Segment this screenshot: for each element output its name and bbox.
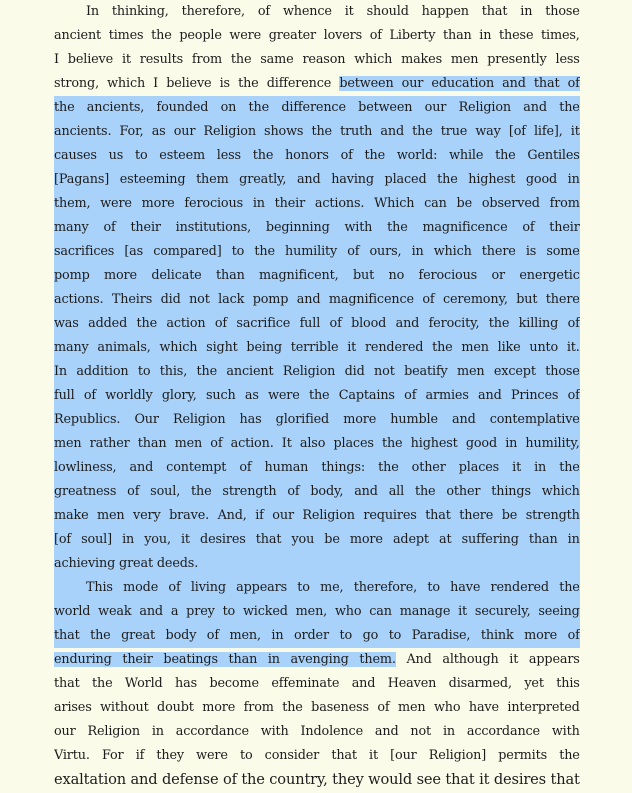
highlighted-text[interactable]: many of their institutions, beginning with the magnificence of their [54, 220, 580, 235]
highlighted-text[interactable]: sacrifices [as compared] to the humility of ours, in which there is some [54, 244, 580, 259]
text-line [54, 264, 580, 288]
text-line [54, 576, 580, 600]
text-line [54, 0, 580, 24]
text-line [54, 504, 580, 528]
text-body[interactable] [54, 0, 580, 792]
highlighted-text[interactable]: make men very brave. And, if our Religion requires that there be strength [54, 508, 580, 523]
highlighted-text[interactable]: This mode of living appears to me, therefore, to have rendered the [86, 580, 580, 595]
line-text: exaltation and defense of the country, they would see that it desires that [54, 771, 580, 788]
line-text: ancient times the people were greater lovers of Liberty than in these times, [54, 28, 580, 43]
line-text: In thinking, therefore, of whence it should happen that in those [86, 4, 580, 19]
text-line [54, 624, 580, 648]
text-line [54, 288, 580, 312]
text-line [54, 72, 580, 96]
text-line [54, 696, 580, 720]
text-line [54, 312, 580, 336]
text-line [54, 672, 580, 696]
text-line [54, 768, 580, 792]
text-line [54, 120, 580, 144]
text-line [54, 528, 580, 552]
highlighted-text[interactable]: world weak and a prey to wicked men, who can manage it securely, seeing [54, 604, 580, 619]
highlighted-text[interactable]: the ancients, founded on the difference between our Religion and the [54, 100, 580, 115]
highlighted-text[interactable]: pomp more delicate than magnificent, but no ferocious or energetic [54, 268, 580, 283]
text-line [54, 720, 580, 744]
highlighted-text[interactable]: In addition to this, the ancient Religion did not beatify men except those [54, 364, 580, 379]
text-line [54, 480, 580, 504]
line-text: that the World has become effeminate and Heaven disarmed, yet this [54, 676, 580, 691]
highlighted-text[interactable]: [of soul] in you, it desires that you be more adept at suffering than in [54, 532, 580, 547]
highlighted-text[interactable]: ancients. For, as our Religion shows the truth and the true way [of life], it [54, 124, 580, 139]
highlighted-text[interactable]: achieving great deeds. [54, 556, 199, 571]
text-line [54, 408, 580, 432]
line-text: Virtu. For if they were to consider that it [our Religion] permits the [54, 748, 580, 763]
text-line [54, 96, 580, 120]
highlighted-text[interactable]: many animals, which sight being terrible it rendered the men like unto it. [54, 340, 580, 355]
text-line [54, 384, 580, 408]
highlighted-text[interactable]: Republics. Our Religion has glorified more humble and contemplative [54, 412, 580, 427]
text-line [54, 360, 580, 384]
highlighted-text[interactable]: them, were more ferocious in their actions. Which can be observed from [54, 196, 580, 211]
text-line [54, 336, 580, 360]
text-line [54, 192, 580, 216]
text-line [54, 600, 580, 624]
text-line [54, 168, 580, 192]
text-line [54, 216, 580, 240]
text-line [54, 144, 580, 168]
highlighted-text[interactable]: [Pagans] esteeming them greatly, and having placed the highest good in [54, 172, 580, 187]
text-line [54, 240, 580, 264]
highlighted-text[interactable]: lowliness, and contempt of human things: the other places it in the [54, 460, 580, 475]
highlighted-text[interactable]: actions. Theirs did not lack pomp and magnificence of ceremony, but there [54, 292, 580, 307]
highlighted-text[interactable]: full of worldly glory, such as were the Captains of armies and Princes of [54, 388, 580, 403]
highlighted-text[interactable]: between our education and that of [339, 76, 580, 91]
text-line [54, 648, 580, 672]
line-text: arises without doubt more from the baseness of men who have interpreted [54, 700, 580, 715]
reader-page [54, 0, 582, 793]
text-line [54, 432, 580, 456]
highlighted-text[interactable]: that the great body of men, in order to go to Paradise, think more of [54, 628, 580, 643]
text-line [54, 744, 580, 768]
highlighted-text[interactable]: enduring their beatings than in avenging them. [54, 652, 396, 667]
line-text: our Religion in accordance with Indolence and not in accordance with [54, 724, 580, 739]
line-text: I believe it results from the same reason which makes men presently less [54, 52, 580, 67]
text-line [54, 456, 580, 480]
highlighted-text[interactable]: was added the action of sacrifice full of blood and ferocity, the killing of [54, 316, 580, 331]
line-text: And although it appears [395, 652, 580, 667]
line-text: strong, which I believe is the difference [54, 76, 340, 91]
text-line [54, 552, 580, 576]
text-line [54, 24, 580, 48]
highlighted-text[interactable]: men rather than men of action. It also places the highest good in humility, [54, 436, 580, 451]
highlighted-text[interactable]: causes us to esteem less the honors of the world: while the Gentiles [54, 148, 580, 163]
text-line [54, 48, 580, 72]
highlighted-text[interactable]: greatness of soul, the strength of body, and all the other things which [54, 484, 580, 499]
